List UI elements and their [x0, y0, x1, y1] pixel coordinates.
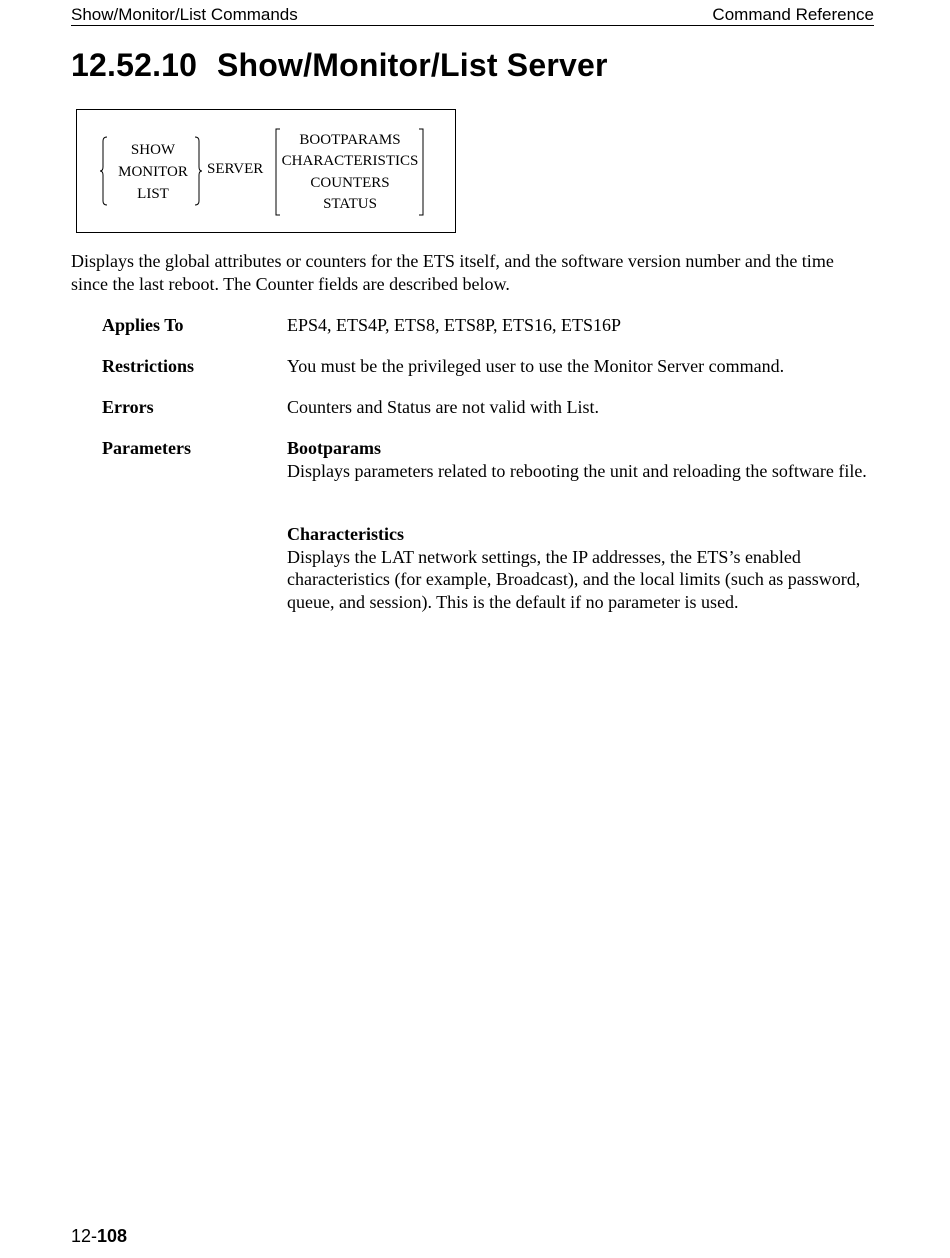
command-description: Displays the global attributes or counters for the ETS itself, and the software version number and the time since the last reboot. The Counter fields are described below.	[71, 251, 834, 294]
info-label: Restrictions	[102, 356, 194, 376]
header-book-title: Command Reference	[712, 5, 874, 24]
parameter-name: Bootparams	[287, 438, 381, 458]
info-label: Parameters	[102, 438, 191, 458]
running-header	[71, 5, 874, 26]
info-value: You must be the privileged user to use the Monitor Server command.	[287, 356, 785, 376]
info-value: Counters and Status are not valid with List.	[287, 397, 599, 417]
syntax-command-monitor: MONITOR	[118, 164, 188, 180]
section-heading	[71, 47, 608, 84]
syntax-diagram	[76, 109, 456, 233]
info-label: Errors	[102, 397, 154, 417]
info-label: Applies To	[102, 315, 184, 335]
syntax-option-characteristics: CHARACTERISTICS	[281, 153, 419, 169]
section-title: Show/Monitor/List Server	[217, 47, 608, 83]
parameter-description: Displays the LAT network settings, the IP addresses, the ETS’s enabled characteristics (for example, Broadcast), and the local limits (such as password, queue, and session). This is the default if no parameter is used.	[287, 546, 861, 612]
syntax-option-counters: COUNTERS	[310, 175, 390, 191]
syntax-command-show: SHOW	[130, 142, 176, 158]
left-brace-close	[195, 137, 202, 205]
parameter-description: Displays parameters related to rebooting the unit and reloading the software file.	[287, 460, 867, 481]
page-footer	[71, 1226, 127, 1247]
left-brace-open	[100, 137, 107, 205]
header-chapter-title: Show/Monitor/List Commands	[71, 5, 298, 24]
syntax-keyword: SERVER	[207, 161, 264, 177]
section-number: 12.52.10	[71, 47, 198, 83]
syntax-option-status: STATUS	[323, 196, 377, 212]
parameter-name: Characteristics	[287, 524, 404, 544]
parameter-bootparams	[287, 437, 877, 482]
syntax-option-bootparams: BOOTPARAMS	[299, 132, 401, 148]
page-number: 108	[97, 1226, 128, 1246]
parameter-characteristics	[287, 523, 877, 613]
footer-chapter: 12-	[71, 1226, 98, 1246]
info-value: EPS4, ETS4P, ETS8, ETS8P, ETS16, ETS16P	[287, 315, 622, 335]
syntax-command-list: LIST	[137, 186, 169, 202]
